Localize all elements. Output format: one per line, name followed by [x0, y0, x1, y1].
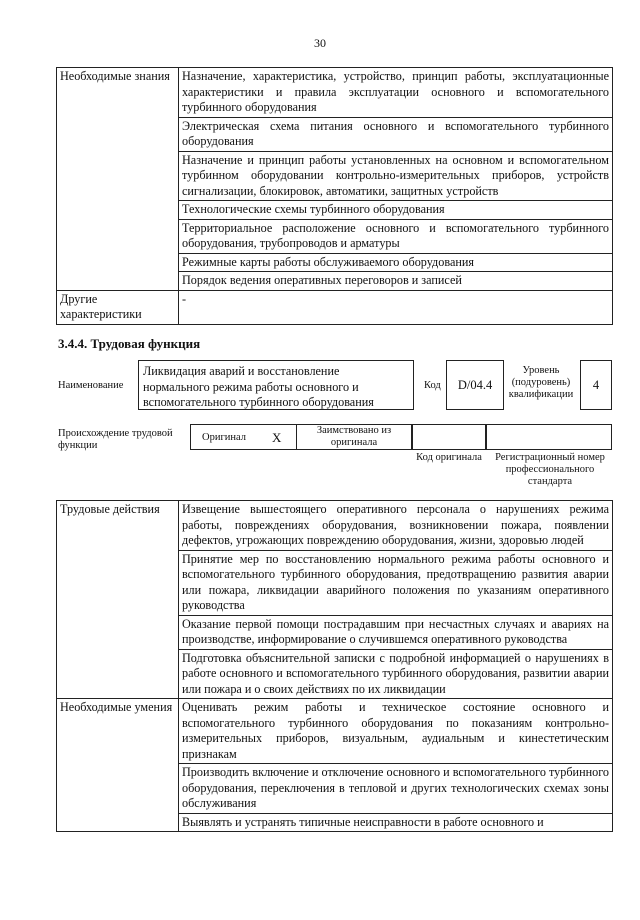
original-label: Оригинал — [202, 432, 246, 443]
table-cell: Оказание первой помощи пострадавшим при несчастных случаях и авариях на производстве, информирование о случившемся оперативного руководства — [179, 615, 613, 649]
table-cell: - — [179, 290, 613, 324]
origin-label: Происхождение трудовой функции — [58, 428, 173, 451]
level-label: Уровень (подуровень) квалификации — [508, 365, 574, 400]
function-code: D/04.4 — [446, 360, 504, 410]
reg-number-caption: Регистрационный номер профессионального стандарта — [495, 452, 605, 487]
reg-number-cell — [486, 424, 612, 450]
table-cell: Выявлять и устранять типичные неисправности в работе основного и — [179, 813, 613, 832]
original-mark: X — [272, 430, 282, 445]
table-cell: Производить включение и отключение основного и вспомогательного турбинного оборудования, переключения в тепловой и других технологических схемах зоны обслуживания — [179, 764, 613, 814]
actions-table — [56, 500, 613, 832]
code-original-cell — [412, 424, 486, 450]
table-cell: Подготовка объяснительной записки с подробной информацией о нарушениях в работе основного и вспомогательного турбинного оборудования, развитии аварии или пожара и о своих действиях по их ликвидации — [179, 649, 613, 699]
code-original-caption: Код оригинала — [416, 452, 482, 463]
table-cell: Технологические схемы турбинного оборудования — [179, 201, 613, 220]
table-cell: Назначение, характеристика, устройство, принцип работы, эксплуатационные характеристики и правила эксплуатации основного и вспомогательного турбинного оборудования — [179, 68, 613, 118]
table-cell: Порядок ведения оперативных переговоров и записей — [179, 272, 613, 291]
table-cell: Принятие мер по восстановлению нормального режима работы основного и вспомогательного турбинного оборудования, предотвращению развития аварии или пожара, ликвидации аварийного положения по указаниям оперативного руководства — [179, 550, 613, 615]
row-label-other: Другие характеристики — [57, 290, 179, 324]
page-number: 30 — [314, 36, 326, 50]
table-cell: Оценивать режим работы и техническое состояние основного и вспомогательного турбинного оборудования по показаниям контрольно-измерительных приборов, визуальным, аудиальным и кинестетическим признакам — [179, 699, 613, 764]
row-label-skills: Необходимые умения — [57, 699, 179, 832]
borrowed-label: Заимствовано из оригинала — [316, 425, 392, 448]
code-label: Код — [424, 380, 441, 391]
table-cell: Электрическая схема питания основного и вспомогательного турбинного оборудования — [179, 117, 613, 151]
table-cell: Территориальное расположение основного и вспомогательного турбинного оборудования, трубопроводов и арматуры — [179, 219, 613, 253]
function-name: Ликвидация аварий и восстановление нормального режима работы основного и вспомогательного турбинного оборудования — [138, 360, 414, 410]
section-heading: 3.4.4. Трудовая функция — [58, 336, 201, 351]
row-label-knowledge: Необходимые знания — [57, 68, 179, 291]
knowledge-table — [56, 67, 613, 325]
table-cell: Назначение и принцип работы установленных на основном и вспомогательном турбинном оборудовании контрольно-измерительных приборов, устройств сигнализации, блокировок, автоматики, защитных устройств — [179, 151, 613, 201]
table-cell: Режимные карты работы обслуживаемого оборудования — [179, 253, 613, 272]
row-label-actions: Трудовые действия — [57, 501, 179, 699]
qualification-level: 4 — [580, 360, 612, 410]
table-cell: Извещение вышестоящего оперативного персонала о нарушениях режима работы, повреждениях оборудования, возникновении пожара, появлении дефектов, угрожающих повреждению оборудования, жизни, здоровью людей — [179, 501, 613, 551]
name-label: Наименование — [58, 380, 124, 391]
